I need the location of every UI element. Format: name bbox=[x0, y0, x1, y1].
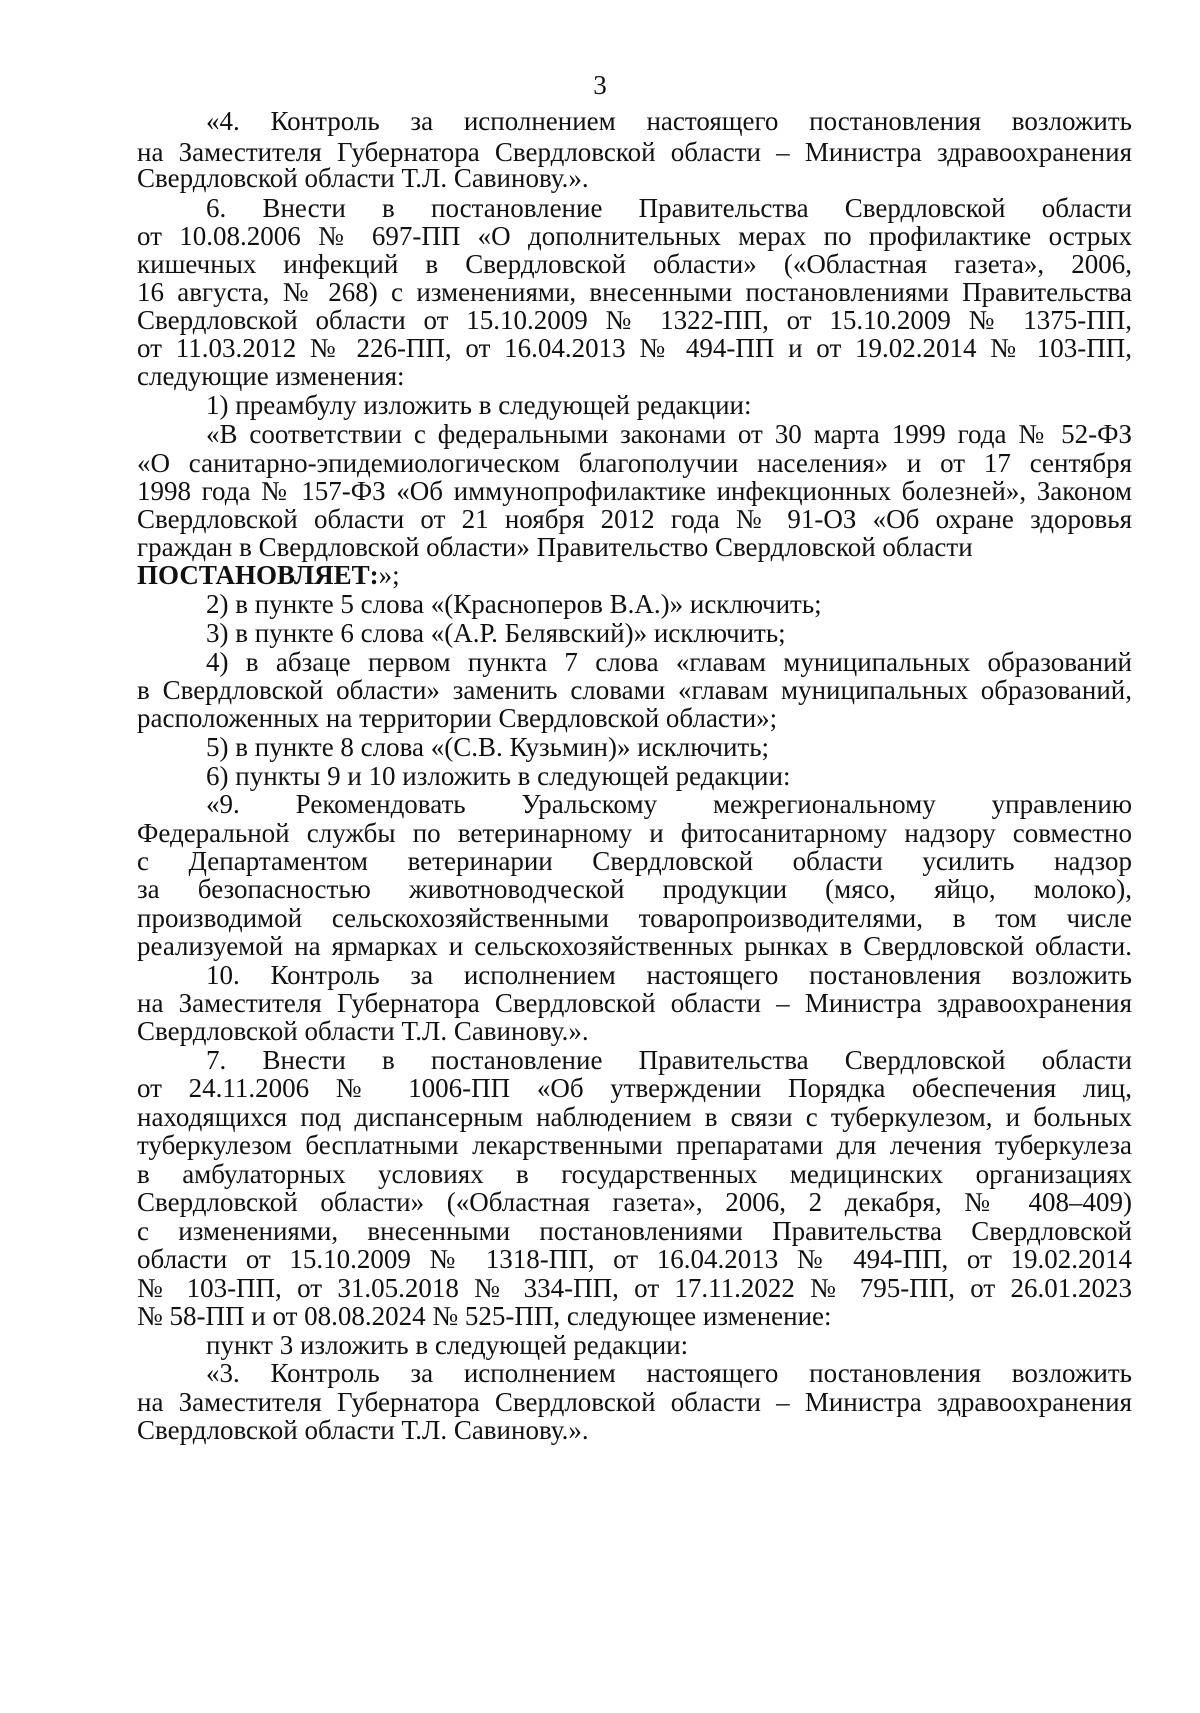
text-line: Свердловской области» («Областная газета», 2006, 2 декабря, № 408–409) bbox=[137, 1187, 1132, 1217]
text-line: «3. Контроль за исполнением настоящего постановления возложить bbox=[206, 1358, 1132, 1388]
text-line: 7. Внести в постановление Правительства Свердловской области bbox=[206, 1045, 1132, 1075]
text-line: в Свердловской области» заменить словами «главам муниципальных образований, bbox=[137, 675, 1132, 705]
decree-keyword: ПОСТАНОВЛЯЕТ: bbox=[137, 560, 379, 590]
text-line: «В соответствии с федеральными законами от 30 марта 1999 года № 52-ФЗ bbox=[206, 419, 1132, 449]
text-line: на Заместителя Губернатора Свердловской области – Министра здравоохранения bbox=[137, 137, 1132, 167]
text-line: от 11.03.2012 № 226-ПП, от 16.04.2013 № 494-ПП и от 19.02.2014 № 103-ПП, bbox=[137, 333, 1132, 363]
text-line: за безопасностью животноводческой продукции (мясо, яйцо, молоко), bbox=[137, 874, 1132, 904]
text-line: от 24.11.2006 № 1006-ПП «Об утверждении Порядка обеспечения лиц, bbox=[137, 1073, 1132, 1103]
text-line: Свердловской области Т.Л. Савинову.». bbox=[137, 1415, 589, 1445]
text-line: 2) в пункте 5 слова «(Красноперов В.А.)» исключить; bbox=[206, 589, 822, 619]
text-line: 6. Внести в постановление Правительства Свердловской области bbox=[206, 193, 1132, 223]
text-line: 5) в пункте 8 слова «(С.В. Кузьмин)» исключить; bbox=[206, 732, 770, 762]
text-line: реализуемой на ярмарках и сельскохозяйственных рынках в Свердловской области. bbox=[137, 931, 1132, 961]
text-line: расположенных на территории Свердловской области»; bbox=[137, 703, 778, 733]
text-line: следующие изменения: bbox=[137, 361, 405, 391]
text-line bbox=[137, 560, 1132, 590]
text-line: «9. Рекомендовать Уральскому межрегиональному управлению bbox=[206, 789, 1132, 819]
text-line: Свердловской области от 15.10.2009 № 1322-ПП, от 15.10.2009 № 1375-ПП, bbox=[137, 305, 1132, 335]
text-line: с Департаментом ветеринарии Свердловской области усилить надзор bbox=[137, 846, 1132, 876]
text-line: с изменениями, внесенными постановлениями Правительства Свердловской bbox=[137, 1216, 1132, 1246]
text-line: туберкулезом бесплатными лекарственными препаратами для лечения туберкулеза bbox=[137, 1130, 1132, 1160]
text-line: № 103-ПП, от 31.05.2018 № 334-ПП, от 17.11.2022 № 795-ПП, от 26.01.2023 bbox=[137, 1273, 1132, 1303]
text-line: пункт 3 изложить в следующей редакции: bbox=[206, 1330, 689, 1360]
page-number: 3 bbox=[593, 70, 607, 100]
decree-keyword-tail: »; bbox=[378, 560, 400, 590]
text-line: № 58-ПП и от 08.08.2024 № 525-ПП, следующее изменение: bbox=[137, 1301, 832, 1331]
text-line: на Заместителя Губернатора Свердловской области – Министра здравоохранения bbox=[137, 1387, 1132, 1417]
text-line: 6) пункты 9 и 10 изложить в следующей редакции: bbox=[206, 761, 791, 791]
text-line: Свердловской области от 21 ноября 2012 года № 91-ОЗ «Об охране здоровья bbox=[137, 504, 1132, 534]
text-line: находящихся под диспансерным наблюдением в связи с туберкулезом, и больных bbox=[137, 1102, 1132, 1132]
text-line: на Заместителя Губернатора Свердловской области – Министра здравоохранения bbox=[137, 988, 1132, 1018]
text-line: «О санитарно-эпидемиологическом благополучии населения» и от 17 сентября bbox=[137, 448, 1132, 478]
text-line: 16 августа, № 268) с изменениями, внесенными постановлениями Правительства bbox=[137, 277, 1132, 307]
text-line: от 10.08.2006 № 697-ПП «О дополнительных мерах по профилактике острых bbox=[137, 221, 1132, 251]
text-line: области от 15.10.2009 № 1318-ПП, от 16.04.2013 № 494-ПП, от 19.02.2014 bbox=[137, 1244, 1132, 1274]
text-line: 1) преамбулу изложить в следующей редакции: bbox=[206, 390, 752, 420]
text-line: в амбулаторных условиях в государственных медицинских организациях bbox=[137, 1159, 1132, 1189]
text-line: Федеральной службы по ветеринарному и фитосанитарному надзору совместно bbox=[137, 818, 1132, 848]
text-line: производимой сельскохозяйственными товаропроизводителями, в том числе bbox=[137, 903, 1132, 933]
text-line: 3) в пункте 6 слова «(А.Р. Белявский)» исключить; bbox=[206, 618, 786, 648]
text-line: 1998 года № 157-ФЗ «Об иммунопрофилактике инфекционных болезней», Законом bbox=[137, 476, 1132, 506]
text-line: Свердловской области Т.Л. Савинову.». bbox=[137, 1016, 589, 1046]
text-line: кишечных инфекций в Свердловской области» («Областная газета», 2006, bbox=[137, 249, 1132, 279]
text-line: граждан в Свердловской области» Правительство Свердловской области bbox=[137, 532, 973, 562]
text-line: «4. Контроль за исполнением настоящего постановления возложить bbox=[206, 106, 1132, 136]
text-line: 10. Контроль за исполнением настоящего постановления возложить bbox=[206, 960, 1132, 990]
text-line: 4) в абзаце первом пункта 7 слова «главам муниципальных образований bbox=[206, 647, 1132, 677]
text-line: Свердловской области Т.Л. Савинову.». bbox=[137, 163, 589, 193]
